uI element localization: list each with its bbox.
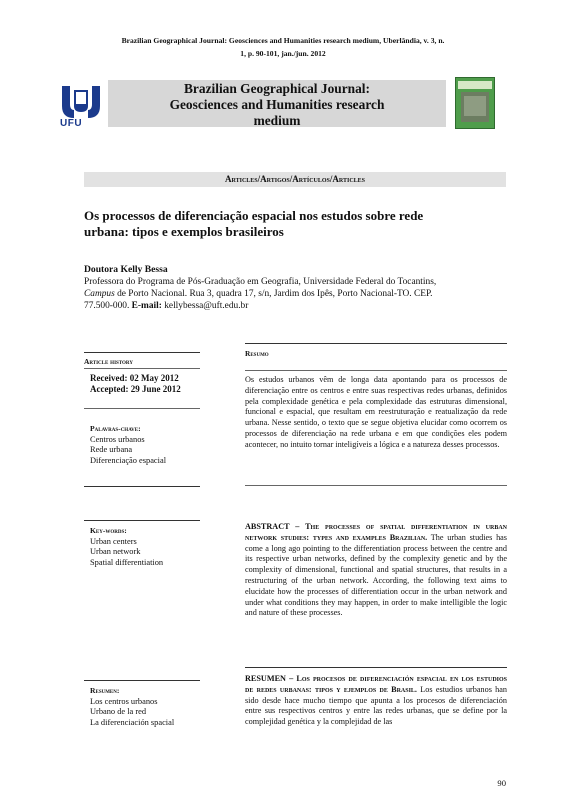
resumen-lead: RESUMEN – Los procesos de diferenciación espacial en los estudios de redes urbanas: tipos y ejemplos de Brasil. (245, 674, 507, 694)
section-bar: Articles/Artigos/Artículos/Articles (84, 172, 506, 187)
divider-palavras-bottom (84, 486, 200, 487)
page-number: 90 (497, 778, 506, 788)
resumen-keyword-item: Urbano de la red (90, 707, 147, 716)
journal-title-line2: Geosciences and Humanities research (169, 97, 385, 112)
journal-cover-thumbnail (455, 77, 495, 129)
history-label: Article history (84, 357, 133, 366)
divider-history-bottom (84, 408, 200, 409)
divider-resumo-bottom (245, 485, 507, 486)
palavras-item: Rede urbana (90, 445, 133, 454)
abstract-paragraph (245, 522, 507, 619)
journal-title-box (108, 80, 446, 127)
abstract-text: The urban studies has come a long ago pointing to the differentiation process between the centre and its respective urban networks, defined by the complexity genetic and by the complexity of dimensional, functional and spatial structures, that results in a restructuring of the urban network. According, the following text aims to elucidate how the processes of differentiation occur in the urban network and under what conditions they may happen, in order to make intelligible the logic and nature of these processes. (245, 532, 507, 618)
article-title-line2: urbana: tipos e exemplos brasileiros (84, 224, 284, 239)
divider-resumo-top (245, 343, 507, 344)
palavras-item: Diferenciação espacial (90, 455, 167, 465)
divider-resumen-kw-top (84, 680, 200, 681)
palavras-chave-label: Palavras-chave: (90, 424, 141, 433)
keyword-item: Urban centers (90, 536, 137, 546)
journal-title-line3: medium (253, 113, 301, 128)
running-head-line2: 1, p. 90-101, jan./jun. 2012 (240, 49, 326, 58)
resumo-text: Os estudos urbanos vêm de longa data apontando para os processos de diferenciação entre os centros e entre suas respectivas redes urbanas, definidos pela complexidade genética e pela complexidade das estruturas dimensional, funcional e espacial, que resultam em reestruturação e reatualização da rede urbana. Nesse sentido, o texto que se segue objetiva elucidar como ocorrem os processos de diferenciação na rede urbana e em que condições eles podem acontecer, no intuito tornar inteligíveis a lógica e a natureza desses processos. (245, 375, 507, 449)
resumen-text: Los estudios urbanos han sido desde hace mucho tiempo que apunta a los procesos de diferenciación entre sus respectivos centros y entre las redes urbanas, que se define por la complejidad genética y la complejidad de las (245, 684, 507, 727)
palavras-chave-block (90, 424, 166, 466)
resumo-label: Resumo (245, 349, 269, 358)
affil-cep: 77.500-000. (84, 301, 132, 311)
keywords-block (90, 526, 163, 568)
affil-line3 (84, 300, 508, 312)
article-title (84, 208, 504, 240)
divider-resumo-mid (245, 370, 507, 371)
article-title-line1: Os processos de diferenciação espacial nos estudos sobre rede (84, 208, 424, 223)
affil-line2-rest: de Porto Nacional. Rua 3, quadra 17, s/n, Jardim dos Ipês, Porto Nacional-TO. CEP. (114, 289, 433, 299)
divider-history-mid (84, 368, 200, 369)
author-name: Doutora Kelly Bessa (84, 264, 168, 275)
running-head-line1: Brazilian Geographical Journal: Geosciences and Humanities research medium, Uberlândia, v. 3, n. (121, 36, 445, 45)
resumen-keyword-item: Los centros urbanos (90, 696, 158, 706)
affil-line1: Professora do Programa de Pós-Graduação em Geografia, Universidade Federal do Tocantins, (84, 277, 437, 287)
abstract-lead: ABSTRACT – The processes of spatial differentiation in urban network studies: types and examples Brazilian. (245, 522, 507, 542)
resumen-keyword-item: La diferenciación spacial (90, 717, 175, 727)
running-head (60, 34, 506, 60)
author-email: kellybessa@uft.edu.br (161, 301, 249, 311)
keyword-item: Urban network (90, 547, 141, 556)
palavras-item: Centros urbanos (90, 434, 145, 444)
journal-title-line1: Brazilian Geographical Journal: (184, 81, 370, 96)
keywords-label: Key-words: (90, 526, 127, 535)
divider-resumen-top (245, 667, 507, 668)
affil-campus: Campus (84, 289, 115, 299)
accepted-date: Accepted: 29 June 2012 (90, 384, 181, 394)
resumen-keywords-label: Resumen: (90, 686, 120, 695)
divider-keywords-top (84, 520, 200, 521)
divider-history-top (84, 352, 200, 353)
logo-text: UFU (60, 118, 83, 129)
author-affiliation (84, 276, 508, 312)
affil-line2 (84, 288, 508, 300)
resumen-paragraph (245, 674, 507, 728)
resumen-keywords-block (90, 686, 174, 728)
received-date: Received: 02 May 2012 (90, 373, 179, 383)
email-label: E-mail: (131, 301, 162, 311)
keyword-item: Spatial differentiation (90, 557, 164, 567)
